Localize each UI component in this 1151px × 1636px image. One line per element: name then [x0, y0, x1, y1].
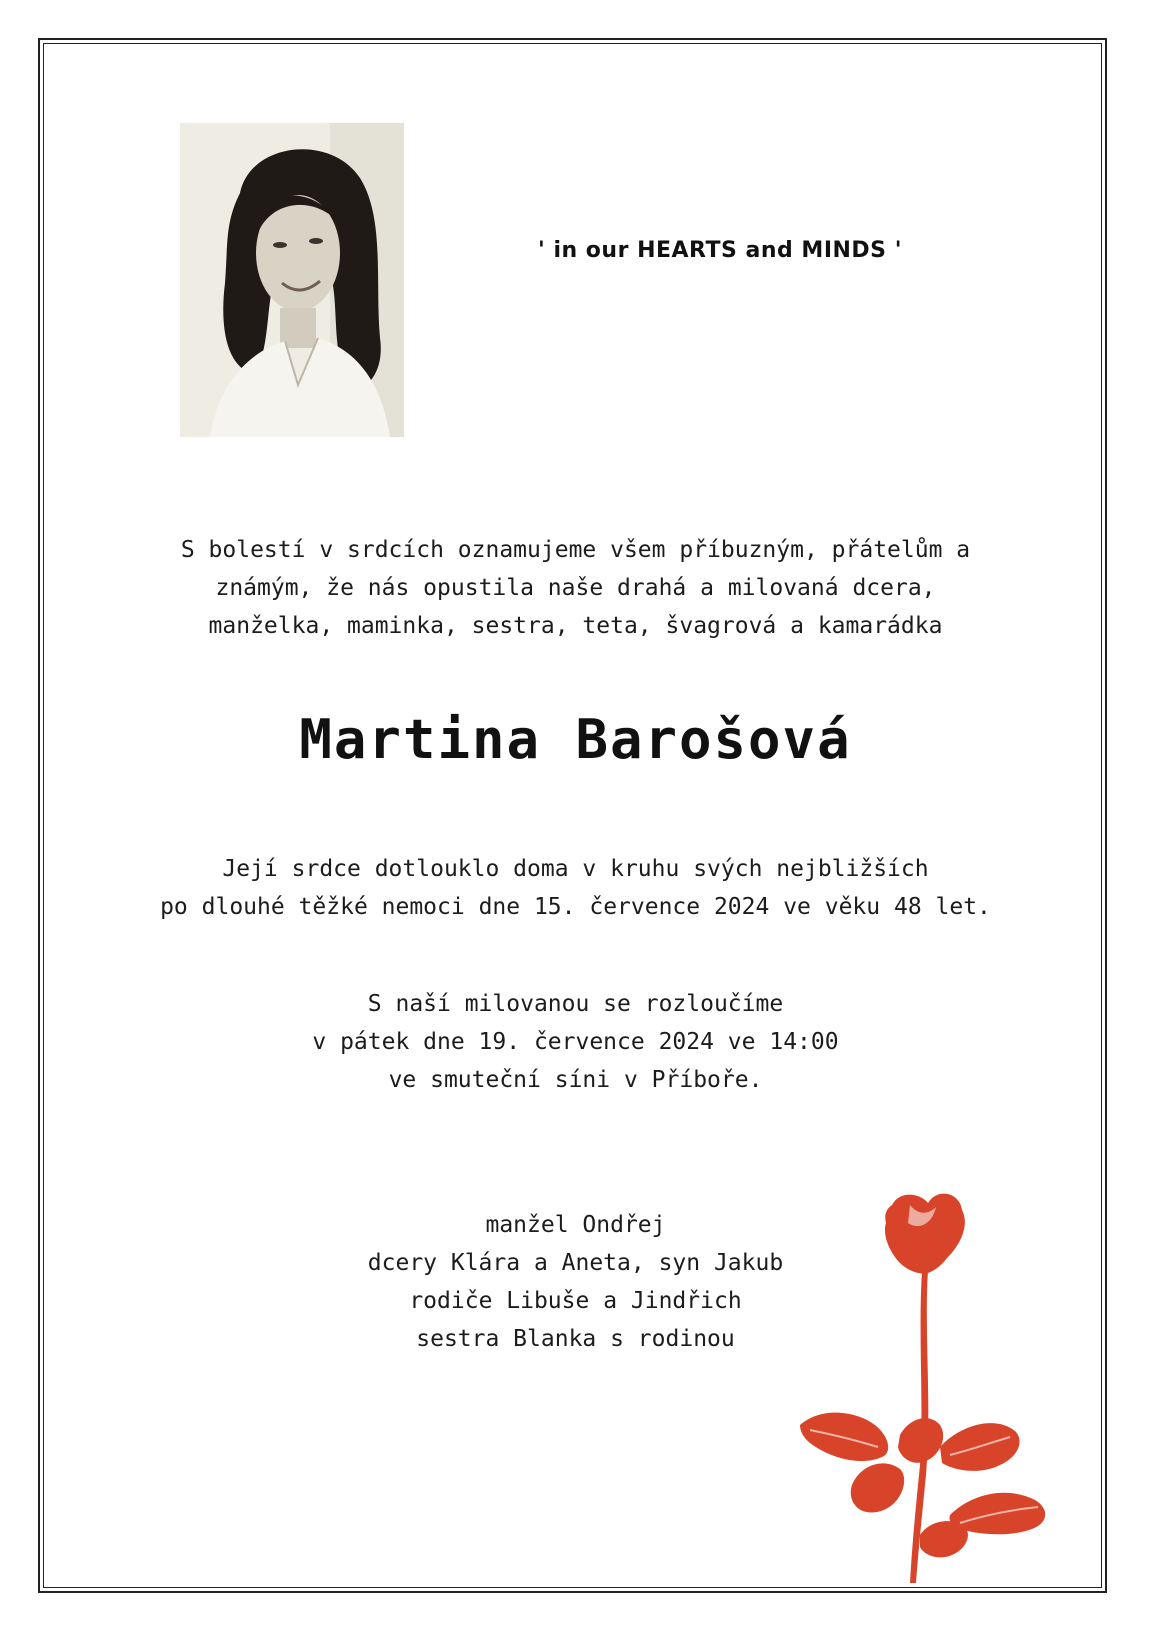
funeral-info-line: v pátek dne 19. července 2024 ve 14:00: [312, 1029, 839, 1055]
announcement-text: [60, 531, 1091, 645]
death-notice-line: Její srdce dotlouklo doma v kruhu svých nejbližších: [222, 856, 929, 882]
family-member-line: manžel Ondřej: [485, 1212, 666, 1238]
funeral-info-line: ve smuteční síni v Příboře.: [388, 1067, 763, 1093]
portrait-photo: [180, 123, 404, 437]
motto-quote: ' in our HEARTS and MINDS ': [538, 238, 902, 263]
rose-icon: [800, 1185, 1090, 1585]
announcement-line: manželka, maminka, sestra, teta, švagrová a kamarádka: [208, 613, 943, 639]
family-member-line: rodiče Libuše a Jindřich: [409, 1288, 742, 1314]
announcement-line: S bolestí v srdcích oznamujeme všem příbuzným, přátelům a: [180, 537, 971, 563]
death-notice-line: po dlouhé těžké nemoci dne 15. července 2024 ve věku 48 let.: [160, 894, 991, 920]
family-member-line: sestra Blanka s rodinou: [416, 1326, 735, 1352]
announcement-line: známým, že nás opustila naše drahá a milovaná dcera,: [215, 575, 936, 601]
funeral-info-line: S naší milovanou se rozloučíme: [367, 991, 784, 1017]
death-notice-text: [60, 850, 1091, 926]
funeral-info-text: [60, 985, 1091, 1099]
deceased-name: Martina Barošová: [299, 708, 852, 771]
family-member-line: dcery Klára a Aneta, syn Jakub: [367, 1250, 784, 1276]
